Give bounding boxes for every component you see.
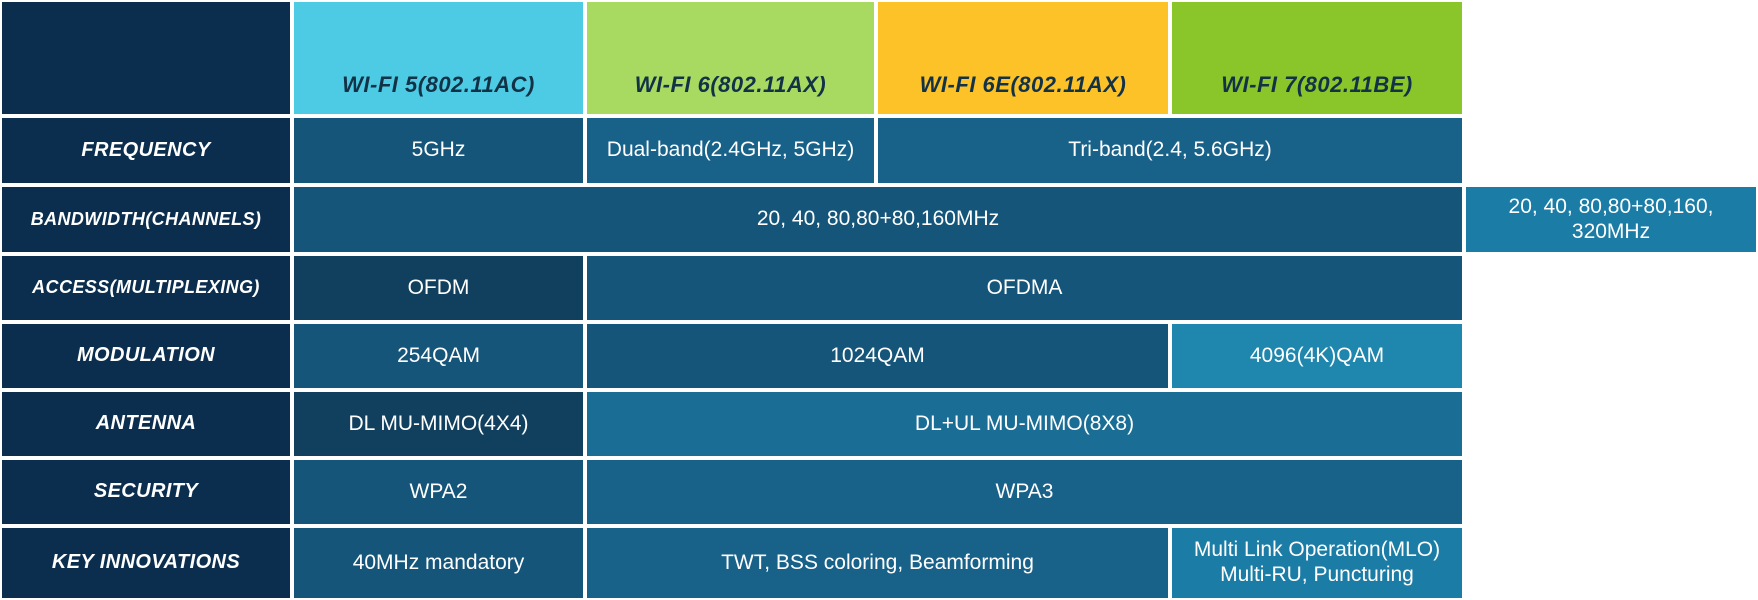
cell-frequency-wifi5: 5GHz <box>292 116 585 185</box>
row-label-security: SECURITY <box>0 458 292 526</box>
column-header-wifi5: WI-FI 5(802.11AC) <box>292 0 585 116</box>
column-header-wifi6: WI-FI 6(802.11AX) <box>585 0 876 116</box>
table-row-modulation <box>0 322 1464 390</box>
table-row-frequency <box>0 116 1464 185</box>
table-row-key-innovations <box>0 526 1464 600</box>
row-label-frequency: FREQUENCY <box>0 116 292 185</box>
cell-antenna-wifi5: DL MU-MIMO(4X4) <box>292 390 585 458</box>
table-row-antenna <box>0 390 1464 458</box>
row-label-access: ACCESS(MULTIPLEXING) <box>0 254 292 322</box>
table-row-security <box>0 458 1464 526</box>
header-corner-cell <box>0 0 292 116</box>
cell-bandwidth-wifi7-line2: 320MHz <box>1571 219 1651 243</box>
cell-access-wifi5: OFDM <box>292 254 585 322</box>
cell-modulation-wifi5: 254QAM <box>292 322 585 390</box>
row-label-antenna: ANTENNA <box>0 390 292 458</box>
column-header-wifi6e: WI-FI 6E(802.11AX) <box>876 0 1170 116</box>
cell-frequency-wifi6: Dual-band(2.4GHz, 5GHz) <box>585 116 876 185</box>
cell-bandwidth-wifi7 <box>1464 185 1758 254</box>
row-label-modulation: MODULATION <box>0 322 292 390</box>
cell-modulation-wifi7: 4096(4K)QAM <box>1170 322 1464 390</box>
cell-antenna-wifi6-6e-7: DL+UL MU-MIMO(8X8) <box>585 390 1464 458</box>
table-row-bandwidth <box>0 185 1714 254</box>
cell-bandwidth-wifi5-6-6e: 20, 40, 80,80+80,160MHz <box>292 185 1464 254</box>
cell-key-innovations-wifi7 <box>1170 526 1464 600</box>
cell-security-wifi6-6e-7: WPA3 <box>585 458 1464 526</box>
cell-key-innovations-wifi5: 40MHz mandatory <box>292 526 585 600</box>
cell-frequency-wifi6e-wifi7: Tri-band(2.4, 5.6GHz) <box>876 116 1464 185</box>
cell-key-innovations-wifi6-6e: TWT, BSS coloring, Beamforming <box>585 526 1170 600</box>
cell-security-wifi5: WPA2 <box>292 458 585 526</box>
column-header-wifi7: WI-FI 7(802.11BE) <box>1170 0 1464 116</box>
table-row-access <box>0 254 1464 322</box>
cell-bandwidth-wifi7-line1: 20, 40, 80,80+80,160, <box>1508 194 1714 218</box>
row-label-key-innovations: KEY INNOVATIONS <box>0 526 292 600</box>
cell-key-innovations-wifi7-line2: Multi-RU, Puncturing <box>1220 563 1414 586</box>
cell-access-wifi6-6e-7: OFDMA <box>585 254 1464 322</box>
row-label-bandwidth: BANDWIDTH(CHANNELS) <box>0 185 292 254</box>
cell-key-innovations-wifi7-line1: Multi Link Operation(MLO) <box>1193 538 1441 562</box>
cell-modulation-wifi6-6e: 1024QAM <box>585 322 1170 390</box>
table-header-row <box>0 0 1464 116</box>
